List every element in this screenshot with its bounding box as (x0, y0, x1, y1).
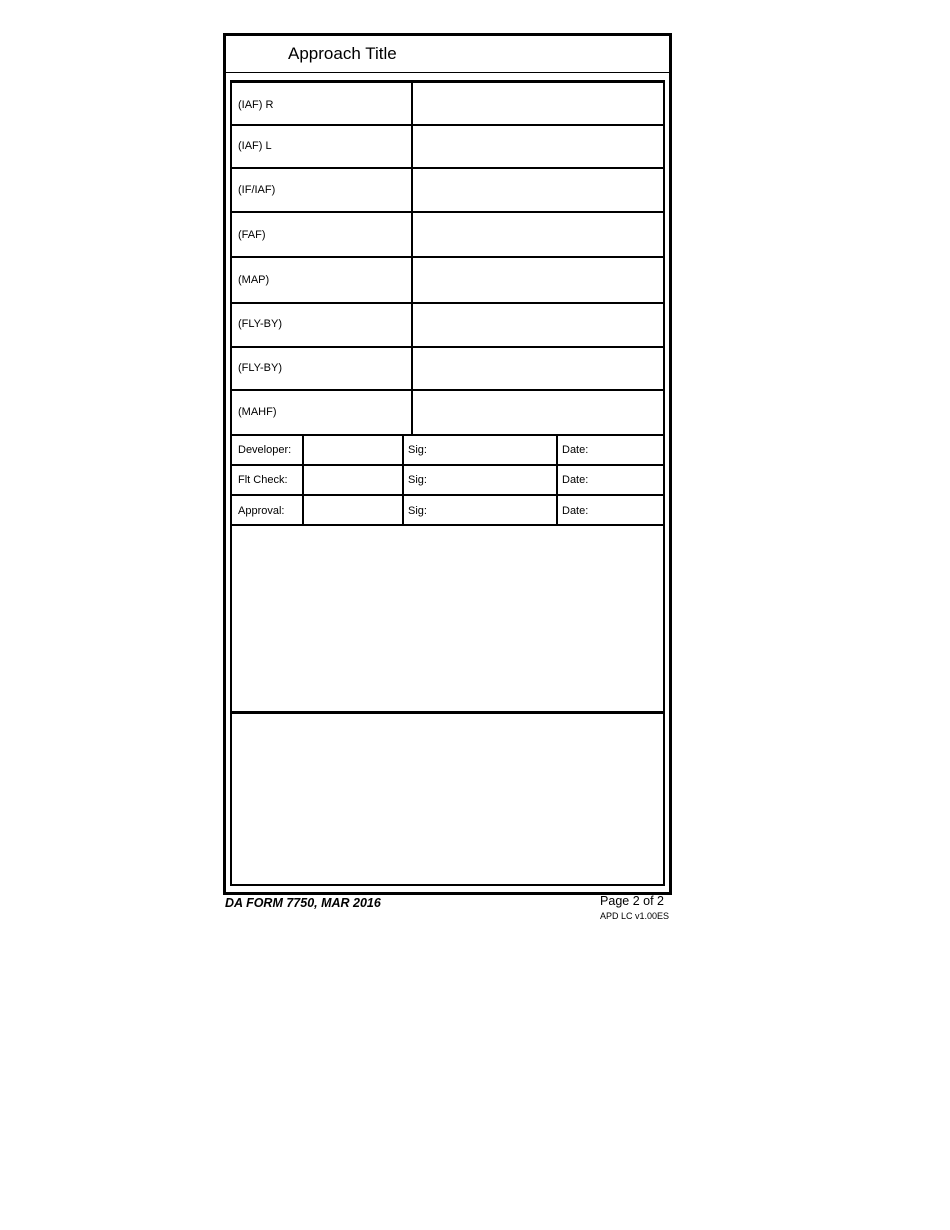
sig-label: Sig: (408, 444, 427, 456)
signoff-name-field[interactable] (302, 434, 404, 466)
waypoint-value-field[interactable] (411, 124, 664, 169)
sig-label: Sig: (408, 505, 427, 517)
page-number: Page 2 of 2 (600, 894, 664, 908)
waypoint-value-field[interactable] (411, 82, 664, 126)
signoff-role-label: Developer: (238, 444, 292, 456)
waypoint-value-field[interactable] (411, 302, 664, 348)
form-identifier: DA FORM 7750, MAR 2016 (225, 896, 381, 910)
date-field[interactable] (556, 434, 664, 466)
waypoint-value-field[interactable] (411, 389, 664, 436)
waypoint-label: (FLY-BY) (238, 318, 283, 330)
waypoint-label-cell (231, 167, 413, 213)
notes-area-top[interactable] (231, 524, 664, 714)
waypoint-label: (FAF) (238, 229, 266, 241)
waypoint-label-cell (231, 302, 413, 348)
signoff-role-cell (231, 464, 304, 496)
waypoint-value-field[interactable] (411, 211, 664, 258)
form-title: Approach Title (288, 44, 397, 63)
version-label: APD LC v1.00ES (599, 911, 669, 921)
signoff-role-cell (231, 434, 304, 466)
signature-field[interactable] (402, 464, 558, 496)
waypoint-value-field[interactable] (411, 256, 664, 304)
signature-field[interactable] (402, 494, 558, 526)
waypoint-label-cell (231, 124, 413, 169)
date-label: Date: (562, 505, 589, 517)
waypoint-label-cell (231, 211, 413, 258)
waypoint-label: (MAHF) (238, 406, 277, 418)
signoff-role-cell (231, 494, 304, 526)
waypoint-label: (IF/IAF) (238, 184, 276, 196)
waypoint-label: (IAF) L (238, 140, 272, 152)
signoff-role-label: Flt Check: (238, 474, 288, 486)
waypoint-label-cell (231, 389, 413, 436)
waypoint-label: (IAF) R (238, 99, 274, 111)
waypoint-label-cell (231, 82, 413, 126)
date-label: Date: (562, 444, 589, 456)
notes-area-bottom[interactable] (231, 711, 664, 885)
signoff-role-label: Approval: (238, 505, 285, 517)
date-field[interactable] (556, 464, 664, 496)
signoff-name-field[interactable] (302, 464, 404, 496)
sig-label: Sig: (408, 474, 427, 486)
waypoint-label-cell (231, 256, 413, 304)
waypoint-label: (FLY-BY) (238, 362, 283, 374)
waypoint-label: (MAP) (238, 274, 270, 286)
signature-field[interactable] (402, 434, 558, 466)
signoff-name-field[interactable] (302, 494, 404, 526)
date-label: Date: (562, 474, 589, 486)
title-divider (226, 72, 669, 73)
date-field[interactable] (556, 494, 664, 526)
waypoint-label-cell (231, 346, 413, 391)
waypoint-value-field[interactable] (411, 167, 664, 213)
waypoint-value-field[interactable] (411, 346, 664, 391)
